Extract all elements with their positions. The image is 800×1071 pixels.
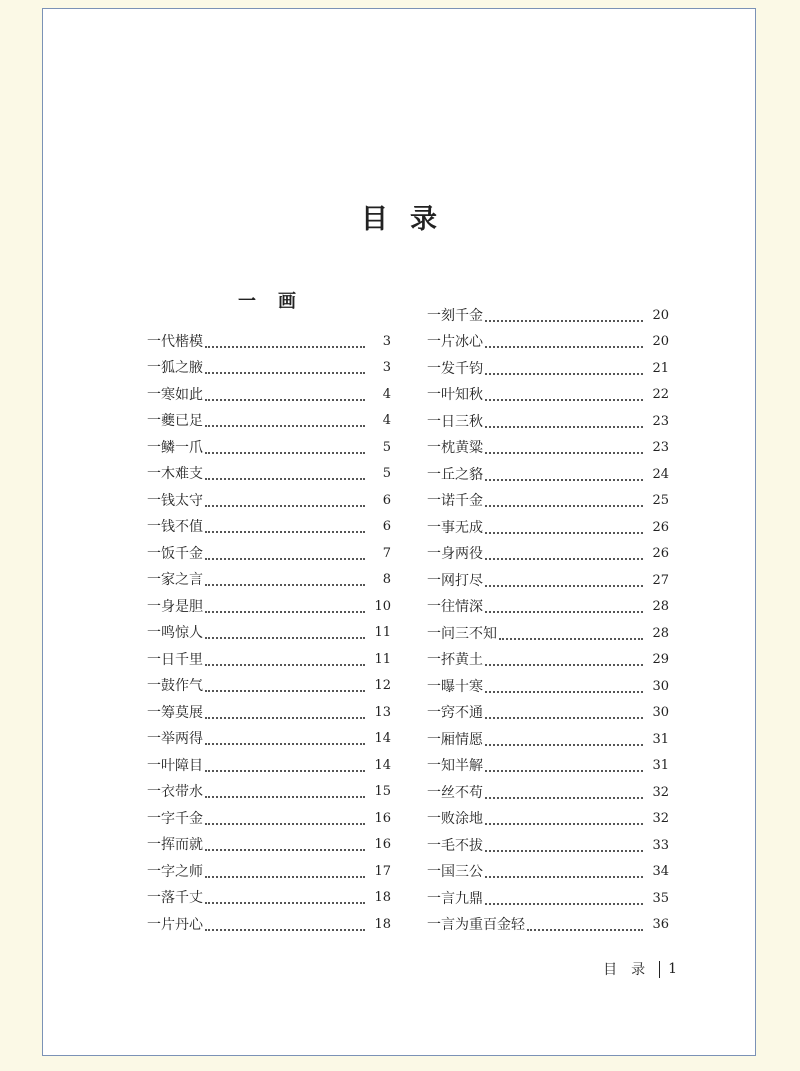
- dot-leader: [205, 346, 365, 348]
- toc-entry-page: 21: [652, 360, 669, 376]
- dot-leader: [205, 796, 365, 798]
- toc-entry: [427, 882, 669, 909]
- dot-leader: [485, 399, 643, 401]
- toc-entry: [147, 829, 391, 856]
- toc-entry-title: 一鼓作气: [147, 678, 203, 694]
- toc-entry: [147, 855, 391, 882]
- toc-entry-title: 一字之师: [147, 863, 203, 880]
- toc-entry: [427, 352, 669, 379]
- toc-entry-title: 一往情深: [427, 599, 483, 615]
- toc-entry-page: 3: [382, 360, 391, 375]
- toc-entry: [147, 643, 391, 670]
- dot-leader: [205, 399, 365, 401]
- toc-entry-page: 28: [652, 599, 669, 614]
- dot-leader: [205, 770, 365, 772]
- toc-entry-page: 29: [652, 652, 669, 667]
- toc-entry: [427, 644, 669, 671]
- toc-entry-page: 5: [382, 439, 391, 455]
- toc-entry: [147, 484, 391, 511]
- dot-leader: [485, 797, 643, 799]
- toc-entry: [147, 723, 391, 750]
- toc-entry: [147, 378, 391, 405]
- toc-entry-title: 一国三公: [427, 864, 483, 880]
- dot-leader: [205, 929, 365, 931]
- toc-entry-page: 7: [382, 545, 391, 561]
- toc-entry: [427, 856, 669, 883]
- toc-entry: [147, 564, 391, 591]
- toc-entry-title: 一家之言: [147, 572, 203, 588]
- toc-entry-title: 一筹莫展: [147, 704, 203, 721]
- toc-entry-page: 24: [652, 466, 669, 482]
- dot-leader: [485, 426, 643, 428]
- dot-leader: [485, 744, 643, 746]
- toc-entry: [147, 670, 391, 697]
- toc-entry: [427, 564, 669, 591]
- dot-leader: [205, 637, 365, 639]
- toc-entry: [427, 723, 669, 750]
- toc-entry: [147, 696, 391, 723]
- dot-leader: [485, 558, 643, 560]
- dot-leader: [205, 611, 365, 613]
- toc-entry-page: 18: [374, 890, 391, 905]
- toc-entry: [427, 511, 669, 538]
- toc-entry-title: 一身是胆: [147, 598, 203, 615]
- dot-leader: [205, 849, 365, 851]
- toc-entry-title: 一钱不值: [147, 519, 203, 535]
- toc-entry-page: 10: [374, 598, 391, 614]
- toc-entry-title: 一事无成: [427, 519, 483, 536]
- toc-column-right: [427, 299, 669, 935]
- toc-entry: [427, 909, 669, 936]
- toc-entry: [427, 776, 669, 803]
- toc-entry: [147, 458, 391, 485]
- footer-divider: [659, 961, 660, 978]
- dot-leader: [205, 743, 365, 745]
- dot-leader: [527, 929, 643, 931]
- toc-entry: [147, 352, 391, 379]
- toc-entry-title: 一言九鼎: [427, 890, 483, 907]
- toc-entry: [147, 776, 391, 803]
- dot-leader: [485, 717, 643, 719]
- toc-entry-title: 一发千钧: [427, 360, 483, 377]
- toc-entry-page: 32: [652, 811, 669, 826]
- dot-leader: [485, 850, 643, 852]
- toc-entry: [427, 670, 669, 697]
- toc-entry-title: 一鸣惊人: [147, 625, 203, 641]
- toc-entry-title: 一片冰心: [427, 334, 483, 350]
- toc-entry-page: 15: [374, 784, 391, 799]
- toc-entry: [147, 511, 391, 538]
- toc-entry-page: 34: [652, 864, 669, 879]
- dot-leader: [485, 876, 643, 878]
- dot-leader: [485, 823, 643, 825]
- toc-entry-title: 一曝十寒: [427, 678, 483, 695]
- toc-entry-title: 一夔已足: [147, 413, 203, 429]
- toc-entry-title: 一丝不苟: [427, 784, 483, 801]
- toc-entry-page: 14: [374, 757, 391, 773]
- toc-entry-title: 一诺千金: [427, 493, 483, 509]
- toc-entry-title: 一日三秋: [427, 413, 483, 430]
- page-title: 目录: [361, 204, 459, 235]
- toc-entry: [427, 326, 669, 353]
- toc-entry-page: 28: [652, 625, 669, 641]
- dot-leader: [485, 452, 643, 454]
- toc-entry-title: 一叶知秋: [427, 387, 483, 403]
- dot-leader: [485, 585, 643, 587]
- toc-entry-title: 一片丹心: [147, 916, 203, 933]
- toc-entry-title: 一字千金: [147, 810, 203, 827]
- footer-page-number: 1: [668, 961, 677, 977]
- dot-leader: [205, 664, 365, 666]
- toc-entry: [427, 829, 669, 856]
- toc-entry-page: 16: [374, 837, 391, 852]
- dot-leader: [499, 638, 643, 640]
- toc-entry-page: 3: [382, 333, 391, 349]
- dot-leader: [485, 505, 643, 507]
- toc-entry: [147, 405, 391, 432]
- toc-entry-page: 33: [652, 837, 669, 853]
- toc-entry-title: 一身两役: [427, 546, 483, 562]
- dot-leader: [205, 505, 365, 507]
- toc-entry-page: 30: [652, 705, 669, 720]
- toc-entry-page: 31: [652, 758, 669, 773]
- dot-leader: [205, 717, 365, 719]
- dot-leader: [485, 903, 643, 905]
- toc-entry-page: 35: [652, 890, 669, 906]
- toc-entry-title: 一毛不拔: [427, 837, 483, 854]
- toc-entry-title: 一鳞一爪: [147, 439, 203, 456]
- toc-entry-title: 一代楷模: [147, 333, 203, 350]
- dot-leader: [205, 876, 365, 878]
- toc-entry-title: 一枕黄粱: [427, 440, 483, 456]
- dot-leader: [205, 452, 365, 454]
- dot-leader: [485, 691, 643, 693]
- dot-leader: [485, 770, 643, 772]
- footer-label: 目录: [603, 962, 660, 978]
- toc-entry: [427, 591, 669, 618]
- toc-entry-title: 一抔黄土: [427, 652, 483, 668]
- dot-leader: [205, 584, 365, 586]
- toc-entry-page: 31: [652, 731, 669, 747]
- toc-entry-page: 22: [652, 387, 669, 402]
- toc-entry-title: 一言为重百金轻: [427, 917, 525, 933]
- toc-column-left: [147, 325, 391, 935]
- toc-entry: [427, 299, 669, 326]
- toc-entry: [147, 590, 391, 617]
- dot-leader: [205, 425, 365, 427]
- toc-entry: [147, 431, 391, 458]
- toc-entry: [147, 882, 391, 909]
- toc-entry-page: 23: [652, 440, 669, 455]
- toc-entry-title: 一寒如此: [147, 386, 203, 403]
- toc-entry-title: 一饭千金: [147, 545, 203, 562]
- toc-entry-page: 36: [652, 917, 669, 932]
- toc-entry-title: 一厢情愿: [427, 731, 483, 748]
- toc-entry-page: 4: [382, 413, 391, 428]
- toc-entry-title: 一刻千金: [427, 307, 483, 324]
- toc-entry: [427, 485, 669, 512]
- toc-entry: [427, 697, 669, 724]
- toc-entry: [147, 617, 391, 644]
- dot-leader: [485, 346, 643, 348]
- toc-entry-page: 16: [374, 810, 391, 826]
- toc-entry-page: 8: [382, 572, 391, 587]
- toc-entry-page: 18: [374, 916, 391, 932]
- toc-entry-title: 一叶障目: [147, 757, 203, 774]
- toc-entry-page: 20: [652, 334, 669, 349]
- toc-entry-page: 30: [652, 678, 669, 694]
- toc-entry-page: 13: [374, 704, 391, 720]
- toc-entry-title: 一钱太守: [147, 492, 203, 509]
- dot-leader: [205, 823, 365, 825]
- dot-leader: [205, 531, 365, 533]
- dot-leader: [485, 532, 643, 534]
- toc-entry: [427, 617, 669, 644]
- dot-leader: [485, 664, 643, 666]
- toc-entry-page: 14: [374, 731, 391, 746]
- dot-leader: [485, 479, 643, 481]
- toc-entry: [147, 537, 391, 564]
- toc-entry-page: 12: [374, 678, 391, 693]
- dot-leader: [485, 611, 643, 613]
- toc-entry-title: 一网打尽: [427, 572, 483, 589]
- toc-entry-title: 一落千丈: [147, 890, 203, 906]
- toc-entry-title: 一知半解: [427, 758, 483, 774]
- toc-entry: [147, 802, 391, 829]
- toc-entry-title: 一日千里: [147, 651, 203, 668]
- toc-entry-page: 11: [374, 625, 391, 640]
- toc-entry-page: 26: [652, 519, 669, 535]
- toc-entry-title: 一问三不知: [427, 625, 497, 642]
- toc-entry-title: 一丘之貉: [427, 466, 483, 483]
- toc-entry-page: 6: [382, 519, 391, 534]
- dot-leader: [485, 373, 643, 375]
- toc-entry-page: 20: [652, 307, 669, 323]
- toc-entry-page: 11: [374, 651, 391, 667]
- toc-entry-page: 25: [652, 493, 669, 508]
- book-page: [42, 8, 756, 1056]
- dot-leader: [205, 558, 365, 560]
- toc-entry-page: 27: [652, 572, 669, 588]
- dot-leader: [485, 320, 643, 322]
- toc-entry-page: 5: [382, 466, 391, 481]
- toc-entry: [427, 458, 669, 485]
- toc-entry: [147, 749, 391, 776]
- dot-leader: [205, 478, 365, 480]
- toc-entry: [427, 750, 669, 777]
- toc-entry-title: 一狐之腋: [147, 360, 203, 376]
- toc-entry-title: 一木难支: [147, 466, 203, 482]
- toc-entry-title: 一窍不通: [427, 705, 483, 721]
- page-footer: [603, 959, 677, 979]
- toc-entry-page: 6: [382, 492, 391, 508]
- dot-leader: [205, 372, 365, 374]
- section-heading: 一画: [238, 291, 318, 312]
- toc-entry-page: 23: [652, 413, 669, 429]
- toc-entry: [427, 379, 669, 406]
- toc-entry-title: 一挥而就: [147, 837, 203, 853]
- toc-entry: [427, 405, 669, 432]
- toc-entry: [147, 908, 391, 935]
- toc-entry-page: 32: [652, 784, 669, 800]
- toc-entry-page: 4: [382, 386, 391, 402]
- toc-entry-title: 一败涂地: [427, 811, 483, 827]
- toc-entry: [427, 432, 669, 459]
- toc-entry: [147, 325, 391, 352]
- toc-entry-title: 一衣带水: [147, 784, 203, 800]
- toc-entry-page: 17: [374, 863, 391, 879]
- toc-entry: [427, 803, 669, 830]
- toc-entry-page: 26: [652, 546, 669, 561]
- dot-leader: [205, 690, 365, 692]
- toc-entry: [427, 538, 669, 565]
- toc-entry-title: 一举两得: [147, 731, 203, 747]
- dot-leader: [205, 902, 365, 904]
